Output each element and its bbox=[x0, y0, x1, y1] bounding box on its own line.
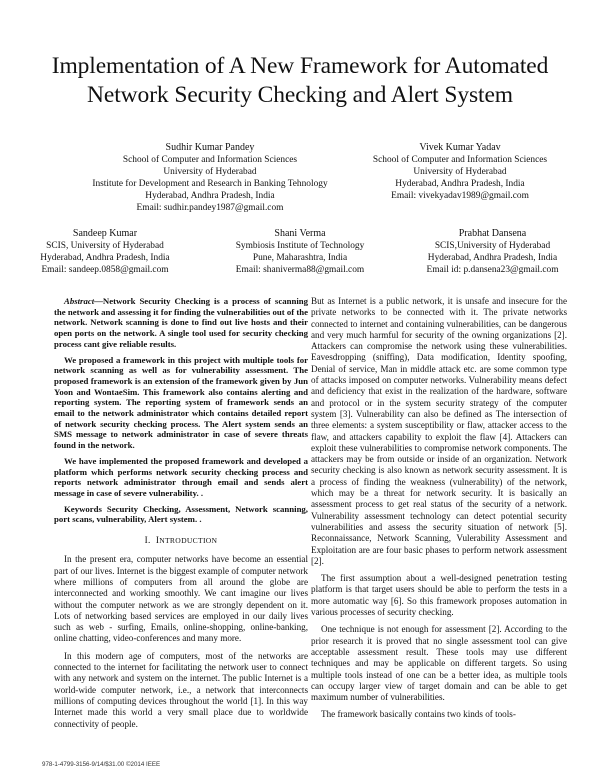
author-email: Email: vivekyadav1989@gmail.com bbox=[391, 191, 529, 201]
author-affiliation: University of Hyderabad bbox=[163, 167, 257, 177]
body-paragraph: In this modern age of computers, most of the networks are connected to the internet for facilitating the network user to connect with any network and system on the internet. The public Internet is a world-wide computer network, i.e., a network that interconnects millions of computing devices throughout the world [1]. In this way Internet made this world a very small place due to worldwide connectivity of people. bbox=[54, 650, 308, 729]
author-affiliation: University of Hyderabad bbox=[413, 167, 507, 177]
author-name: Vivek Kumar Yadav bbox=[419, 142, 501, 153]
body-paragraph: The first assumption about a well-designed penetration testing platform is that target users should be able to perform the tests in a more automatic way [6]. So this framework proposes automation in various processes of security checking. bbox=[311, 573, 567, 618]
author-affiliation: SCIS,University of Hyderabad bbox=[434, 241, 551, 251]
section-heading bbox=[54, 535, 308, 546]
author-email: Email: sandeep.0858@gmail.com bbox=[41, 265, 169, 275]
abstract bbox=[54, 296, 308, 499]
author-affiliation: SCIS, University of Hyderabad bbox=[46, 241, 164, 251]
author-affiliation: Institute for Development and Research in Banking Tehnology bbox=[92, 179, 328, 189]
author-affiliation: Hyderabad, Andhra Pradesh, India bbox=[395, 179, 525, 189]
author-block bbox=[205, 228, 395, 276]
keywords: Keywords Security Checking, Assessment, Network scanning, port scans, vulnerability, Alert system. . bbox=[54, 503, 308, 525]
author-name: Sudhir Kumar Pandey bbox=[165, 142, 255, 153]
body-paragraph: But as Internet is a public network, it is unsafe and insecure for the private networks to be connected with it. The private networks connected to internet and containing vulnerabilities, can be dangerous and very much harmful for security of the owning organizations [2]. Attackers can compromise the network using these vulnerabilities. Eavesdropping (sniffing), Data modification, Identity spoofing, Denial of service, Man in middle attack etc. are some common type of attacks imposed on computer networks. Vulnerability means defect and deficiency that exist in the realization of the hardware, software and protocol or in the system security strategy of the computer system [3]. Vulnerability can also be defined as The intersection of three elements: a system susceptibility or flaw, attacker access to the flaw, and attackers capability to exploit the flaw [4]. Attackers can exploit these vulnerabilities to compromise network components. The attackers may be from outside or inside of an organization. Network security checking is also known as network security assessment. It is a process of finding the weakness (vulnerability) of the network, which may be a threat for network security. It is basically an assessment process to get real status of the security of a network. Vulnerability assessment technology can detect potential security vulnerabilities and assess the security situation of network [5]. Reconnaissance, Network Scanning, Vulerability Assessment and Exploitation are are four basic phases to perform network assessment [2]. bbox=[311, 296, 567, 566]
author-block bbox=[14, 228, 196, 276]
author-block bbox=[400, 228, 585, 276]
body-paragraph: One technique is not enough for assessment [2]. According to the prior research it is proved that no single assessment tool can give acceptable assessment result. These tools may use different techniques and may be applicable on different targets. So using multiple tools instead of one can be a better idea, as multiple tools can occupy larger view of target domain and can be able to get maximum number of vulnerabilities. bbox=[311, 624, 567, 703]
author-block bbox=[355, 142, 565, 202]
author-affiliation: School of Computer and Information Sciences bbox=[372, 155, 548, 165]
abstract-text: Network Security Checking is a process of scanning the network and assessing it for finding the vulnerabilities out of the network. Network scanning is done to find out live hosts and their open ports on the network. A single tool used for security checking process cant give reliable results. bbox=[54, 296, 308, 349]
author-email: Email: shaniverma88@gmail.com bbox=[235, 265, 365, 275]
copyright-footer: 978-1-4799-3156-9/14/$31.00 ©2014 IEEE bbox=[42, 761, 161, 768]
author-name: Sandeep Kumar bbox=[72, 228, 138, 239]
author-affiliation: Hyderabad, Andhra Pradesh, India bbox=[145, 191, 275, 201]
author-name: Prabhat Dansena bbox=[458, 228, 527, 239]
author-email: Email: sudhir.pandey1987@gmail.com bbox=[136, 203, 284, 213]
author-affiliation: Pune, Maharashtra, India bbox=[252, 253, 348, 263]
left-column bbox=[54, 296, 308, 736]
abstract-paragraph: We proposed a framework in this project with multiple tools for network scanning as well as for vulnerability assessment. The proposed framework is an extension of the framework given by Jun Yoon and WontaeSim. This framework also contains alerting and reporting system. The reporting system of framework sends an email to the network administrator which contains detailed report of network security checking process. The Alert system sends an SMS message to network administrator in case of severe threats found in the network. bbox=[54, 354, 308, 451]
author-affiliation: School of Computer and Information Sciences bbox=[122, 155, 298, 165]
abstract-paragraph bbox=[54, 296, 308, 350]
section-title-initial: I bbox=[155, 535, 160, 546]
author-affiliation: Symbiosis Institute of Technology bbox=[235, 241, 365, 251]
abstract-label: Abstract bbox=[64, 296, 95, 306]
author-email: Email id: p.dansena23@gmail.com bbox=[426, 265, 559, 275]
author-name: Shani Verma bbox=[274, 228, 326, 239]
right-column bbox=[311, 296, 567, 727]
author-block bbox=[75, 142, 345, 214]
abstract-dash: — bbox=[94, 296, 103, 306]
body-paragraph: In the present era, computer networks have become an essential part of our lives. Internet is the biggest example of computer network where millions of computers from all around the globe are interconnected and working smoothly. We cant imagine our lives without the computer network as we are strongly dependent on it. Lots of networking based services are employed in our daily lives such as web - surfing, Emails, online-shopping, online-banking, online chatting, video-conferences and many more. bbox=[54, 554, 308, 644]
author-affiliation: Hyderabad, Andhra Pradesh, India bbox=[427, 253, 558, 263]
paper-title: Implementation of A New Framework for Automated Network Security Checking and Alert System bbox=[51, 53, 549, 108]
abstract-paragraph: We have implemented the proposed framework and developed a platform which performs network security checking process and reports network administrator through email and sends alert message in case of severe vulnerability. . bbox=[54, 455, 308, 498]
author-affiliation: Hyderabad, Andhra Pradesh, India bbox=[40, 253, 170, 263]
section-number: I. bbox=[144, 535, 151, 546]
section-title-rest: NTRODUCTION bbox=[159, 536, 218, 546]
body-paragraph: The framework basically contains two kinds of tools- bbox=[321, 709, 516, 720]
